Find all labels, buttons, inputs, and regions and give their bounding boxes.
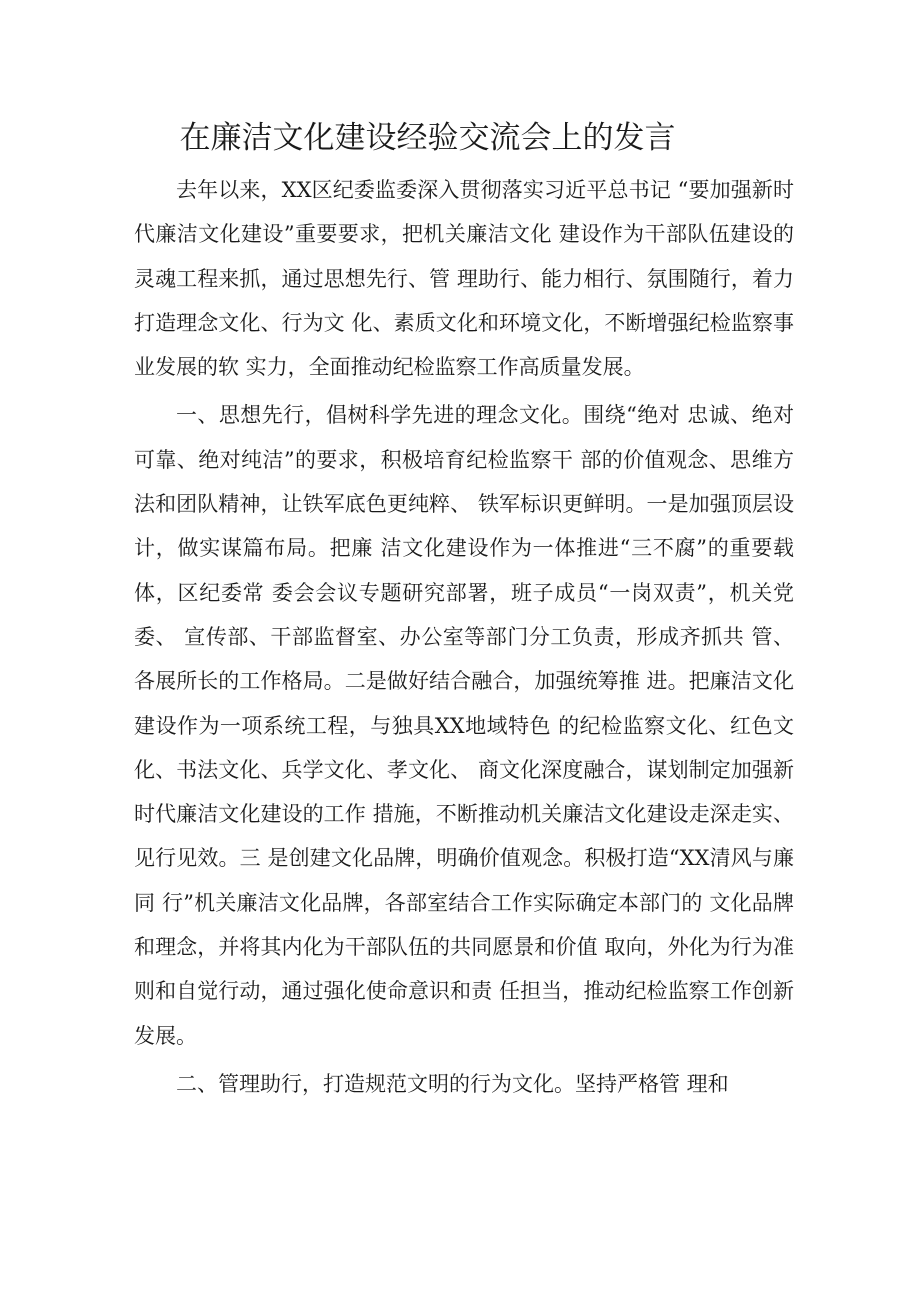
paragraph-intro: 去年以来，XX区纪委监委深入贯彻落实习近平总书记 “要加强新时代廉洁文化建设”重要要求，把机关廉洁文化 建设作为干部队伍建设的灵魂工程来抓，通过思想先行、管 理助行、能力相行、氛围随行，着力打造理念文化、行为文 化、素质文化和环境文化，不断增强纪检监察事业发展的软 实力，全面推动纪检监察工作高质量发展。 <box>134 178 794 380</box>
paragraph-section-two: 二、管理助行，打造规范文明的行为文化。坚持严格管 理和 <box>176 1071 729 1096</box>
paragraph-section-one: 一、思想先行，倡树科学先进的理念文化。围绕“绝对 忠诚、绝对可靠、绝对纯洁”的要求，积极培育纪检监察干 部的价值观念、思维方法和团队精神，让铁军底色更纯粹、 铁军标识更鲜明。一是加强顶层设计，做实谋篇布局。把廉 洁文化建设作为一体推进“三不腐”的重要载体，区纪委常 委会会议专题研究部署，班子成员“一岗双责”，机关党委、 宣传部、干部监督室、办公室等部门分工负责，形成齐抓共 管、各展所长的工作格局。二是做好结合融合，加强统筹推 进。把廉洁文化建设作为一项系统工程，与独具XX地域特色 的纪检监察文化、红色文化、书法文化、兵学文化、孝文化、 商文化深度融合，谋划制定加强新时代廉洁文化建设的工作 措施，不断推动机关廉洁文化建设走深走实、见行见效。三 是创建文化品牌，明确价值观念。积极打造“XX清风与廉同 行”机关廉洁文化品牌，各部室结合工作实际确定本部门的 文化品牌和理念，并将其内化为干部队伍的共同愿景和价值 取向，外化为行为准则和自觉行动，通过强化使命意识和责 任担当，推动纪检监察工作创新发展。 <box>134 403 794 1048</box>
document-body <box>134 168 794 1106</box>
document-title: 在廉洁文化建设经验交流会上的发言 <box>179 120 676 156</box>
